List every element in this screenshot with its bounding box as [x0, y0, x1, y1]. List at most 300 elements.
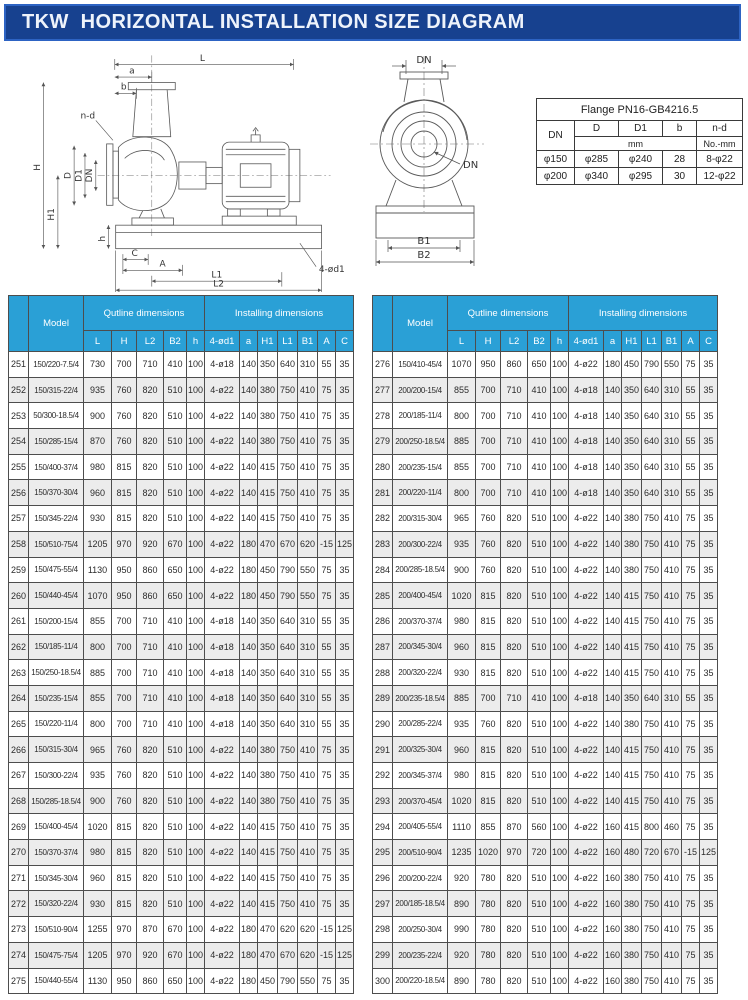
- corner-header-cell: [373, 296, 393, 352]
- table-row: [9, 583, 354, 609]
- dimension-cell: 410: [662, 660, 682, 686]
- dimension-cell: 100: [551, 608, 569, 634]
- dimension-cell: 410: [164, 634, 187, 660]
- dimension-cell: 1130: [84, 557, 112, 583]
- dimension-cell: 640: [642, 429, 662, 455]
- dimension-cell: 140: [604, 660, 622, 686]
- dimension-cell: 4-ø18: [205, 660, 240, 686]
- dimension-cell: 820: [501, 968, 528, 994]
- dimension-cell: 310: [662, 685, 682, 711]
- row-index-cell: 269: [9, 814, 29, 840]
- dimension-cell: 750: [278, 865, 298, 891]
- dimension-cell: 415: [622, 660, 642, 686]
- dimension-cell: 100: [187, 557, 205, 583]
- dimension-cell: 4-ø22: [205, 583, 240, 609]
- dimension-cell: 820: [501, 763, 528, 789]
- dimension-cell: 410: [662, 634, 682, 660]
- dimension-cell: 160: [604, 814, 622, 840]
- dimension-cell: 350: [258, 685, 278, 711]
- dimension-cell: 35: [336, 788, 354, 814]
- model-cell: 150/320-22/4: [29, 891, 84, 917]
- dimension-cell: 800: [84, 711, 112, 737]
- dimension-cell: 510: [528, 531, 551, 557]
- dimension-cell: 670: [164, 917, 187, 943]
- dimension-cell: 350: [622, 377, 642, 403]
- dimension-cell: 510: [528, 942, 551, 968]
- dimension-cell: 35: [700, 634, 718, 660]
- dimension-cell: 410: [164, 608, 187, 634]
- dimension-cell: 750: [278, 763, 298, 789]
- dimension-cell: 815: [476, 583, 501, 609]
- dim-label-DN-side: DN: [463, 160, 479, 171]
- dimension-cell: 100: [551, 583, 569, 609]
- dimension-cell: 700: [112, 660, 137, 686]
- dimension-cell: 100: [187, 968, 205, 994]
- row-index-cell: 256: [9, 480, 29, 506]
- dimension-cell: 410: [662, 968, 682, 994]
- dimension-cell: 410: [298, 454, 318, 480]
- dimension-cell: 35: [336, 480, 354, 506]
- dimension-cell: 4-ø22: [569, 711, 604, 737]
- dimension-cell: 870: [137, 917, 164, 943]
- dimension-cell: 350: [622, 454, 642, 480]
- dimension-cell: 55: [682, 377, 700, 403]
- dimension-cell: 75: [318, 377, 336, 403]
- dimension-cell: 800: [448, 403, 476, 429]
- pump-front-view-drawing: [362, 52, 512, 282]
- column-header: L1: [278, 331, 298, 352]
- dimension-cell: 75: [682, 352, 700, 378]
- dimension-cell: 450: [258, 557, 278, 583]
- dimension-cell: 140: [604, 480, 622, 506]
- dim-label-h: h: [97, 235, 108, 242]
- dimension-cell: 140: [604, 454, 622, 480]
- dimension-cell: 100: [551, 891, 569, 917]
- dimension-cell: 510: [164, 377, 187, 403]
- dimension-cell: 760: [112, 429, 137, 455]
- dimension-cell: 900: [84, 788, 112, 814]
- dimension-cell: 550: [298, 557, 318, 583]
- column-header: B2: [528, 331, 551, 352]
- dimension-cell: 410: [662, 711, 682, 737]
- row-index-cell: 259: [9, 557, 29, 583]
- dimension-cell: 710: [137, 711, 164, 737]
- dimension-cell: 510: [164, 788, 187, 814]
- dimension-cell: 35: [336, 660, 354, 686]
- dimension-cell: 75: [682, 788, 700, 814]
- model-cell: 150/315-22/4: [29, 377, 84, 403]
- dimension-cell: 820: [137, 454, 164, 480]
- dimension-cell: 820: [137, 788, 164, 814]
- dimension-cell: 4-ø22: [569, 634, 604, 660]
- dimension-cell: 140: [604, 608, 622, 634]
- dimension-cell: 75: [318, 583, 336, 609]
- dimension-cell: 470: [258, 942, 278, 968]
- dim-label-DN-top: DN: [416, 55, 432, 66]
- dimension-cell: 510: [528, 583, 551, 609]
- dimension-cell: 410: [662, 583, 682, 609]
- dimension-cell: 750: [642, 660, 662, 686]
- dimension-cell: 965: [84, 737, 112, 763]
- dimension-cell: 920: [137, 942, 164, 968]
- dimension-cell: 100: [187, 942, 205, 968]
- dimension-cell: 415: [622, 788, 642, 814]
- row-index-cell: 284: [373, 557, 393, 583]
- dimension-cell: 410: [164, 660, 187, 686]
- dimension-cell: 4-ø18: [205, 685, 240, 711]
- model-cell: 200/345-30/4: [393, 634, 448, 660]
- dimension-cell: 510: [164, 763, 187, 789]
- dimension-cell: 410: [662, 942, 682, 968]
- column-header: H1: [258, 331, 278, 352]
- dimension-cell: 820: [137, 891, 164, 917]
- model-cell: 150/285-18.5/4: [29, 788, 84, 814]
- dimension-cell: 140: [604, 506, 622, 532]
- dimension-cell: 35: [700, 891, 718, 917]
- dimension-cell: 140: [240, 429, 258, 455]
- dimension-cell: 700: [476, 685, 501, 711]
- pump-side-view-drawing: [12, 50, 362, 292]
- dimension-cell: 310: [662, 454, 682, 480]
- outline-dimensions-header: Qutline dimensions: [448, 296, 569, 331]
- dimension-cell: 750: [642, 917, 662, 943]
- dimension-cell: 820: [137, 763, 164, 789]
- dimension-cell: 410: [298, 763, 318, 789]
- pump-front-view-svg: [362, 52, 512, 282]
- dim-label-D1: D1: [74, 169, 85, 182]
- dimension-cell: 670: [278, 942, 298, 968]
- dimension-cell: 140: [604, 737, 622, 763]
- flange-cell: φ285: [575, 151, 619, 168]
- table-row: [9, 377, 354, 403]
- dimension-cell: 75: [318, 814, 336, 840]
- dimension-cell: 350: [258, 352, 278, 378]
- dimension-cell: 860: [137, 583, 164, 609]
- dimension-cell: 450: [258, 968, 278, 994]
- dimension-cell: 4-ø22: [569, 917, 604, 943]
- dimension-cell: 750: [278, 506, 298, 532]
- dimension-cell: 815: [112, 454, 137, 480]
- dimension-cell: 820: [137, 480, 164, 506]
- dimension-cell: 960: [448, 737, 476, 763]
- dimension-cell: 100: [551, 634, 569, 660]
- dimension-cell: 100: [187, 352, 205, 378]
- dimension-cell: 510: [164, 814, 187, 840]
- column-header: C: [336, 331, 354, 352]
- dimension-cell: 780: [476, 891, 501, 917]
- row-index-cell: 275: [9, 968, 29, 994]
- table-row: [373, 608, 718, 634]
- dimension-cell: 410: [164, 711, 187, 737]
- dimension-cell: 700: [112, 634, 137, 660]
- table-row: [9, 557, 354, 583]
- dimension-cell: 75: [318, 865, 336, 891]
- page-title: TKW HORIZONTAL INSTALLATION SIZE DIAGRAM: [22, 11, 525, 33]
- column-header: L2: [137, 331, 164, 352]
- column-header: L2: [501, 331, 528, 352]
- dimension-cell: 640: [642, 454, 662, 480]
- table-row: [9, 788, 354, 814]
- dimension-cell: 4-ø22: [205, 942, 240, 968]
- dimension-cell: 510: [528, 788, 551, 814]
- dimension-cell: 750: [278, 480, 298, 506]
- dimension-cell: 410: [298, 737, 318, 763]
- dimension-cell: 980: [448, 608, 476, 634]
- dimension-cell: 560: [528, 814, 551, 840]
- model-cell: 200/235-15/4: [393, 454, 448, 480]
- dimension-cell: 410: [298, 788, 318, 814]
- row-index-cell: 289: [373, 685, 393, 711]
- dimension-cell: 4-ø22: [569, 660, 604, 686]
- dimension-cell: 1255: [84, 917, 112, 943]
- model-cell: 150/185-11/4: [29, 634, 84, 660]
- row-index-cell: 288: [373, 660, 393, 686]
- dimension-cell: 1130: [84, 968, 112, 994]
- dimension-cell: 410: [298, 429, 318, 455]
- dimension-cell: 35: [336, 840, 354, 866]
- dimension-cell: 415: [622, 737, 642, 763]
- table-row: [373, 454, 718, 480]
- dimension-cell: 100: [187, 763, 205, 789]
- table-row: [373, 352, 718, 378]
- table-row: [9, 634, 354, 660]
- dimension-cell: 710: [501, 480, 528, 506]
- dimension-cell: 730: [84, 352, 112, 378]
- dimension-cell: 670: [278, 531, 298, 557]
- dimension-cell: 75: [318, 429, 336, 455]
- outline-dimensions-header: Qutline dimensions: [84, 296, 205, 331]
- dimension-cell: 75: [682, 891, 700, 917]
- dimension-cell: 350: [258, 660, 278, 686]
- dimension-cell: 100: [187, 377, 205, 403]
- table-row: [9, 968, 354, 994]
- model-cell: 150/315-30/4: [29, 737, 84, 763]
- dimension-cell: 700: [112, 711, 137, 737]
- dimension-cell: 790: [642, 352, 662, 378]
- model-column-header: Model: [29, 296, 84, 352]
- dimension-cell: 100: [551, 352, 569, 378]
- dimension-cell: 35: [336, 557, 354, 583]
- flange-col-d: D: [575, 121, 619, 137]
- dimension-cell: 410: [662, 865, 682, 891]
- pump-side-view-svg: [12, 50, 362, 292]
- dimension-cell: 380: [258, 737, 278, 763]
- dimension-cell: 55: [318, 352, 336, 378]
- dimension-cell: 4-ø22: [569, 814, 604, 840]
- dimension-cell: 380: [258, 763, 278, 789]
- dimension-cell: 410: [662, 788, 682, 814]
- model-cell: 150/400-37/4: [29, 454, 84, 480]
- dimension-cell: 35: [700, 917, 718, 943]
- dimension-cell: 820: [501, 891, 528, 917]
- dimension-cell: 750: [278, 788, 298, 814]
- dimension-cell: 1070: [84, 583, 112, 609]
- dimension-cell: 920: [137, 531, 164, 557]
- dimension-cell: 410: [662, 763, 682, 789]
- dimension-cell: 750: [278, 840, 298, 866]
- dimension-cell: 1020: [448, 583, 476, 609]
- dimension-cell: 35: [336, 737, 354, 763]
- dimension-cell: 920: [448, 942, 476, 968]
- table-row: [9, 865, 354, 891]
- dimension-cell: 75: [318, 840, 336, 866]
- dimension-cell: 100: [187, 865, 205, 891]
- table-row: [373, 711, 718, 737]
- dimension-cell: 415: [258, 865, 278, 891]
- dimension-cell: 750: [642, 942, 662, 968]
- dimension-cell: 380: [622, 917, 642, 943]
- dimension-cell: 760: [112, 763, 137, 789]
- dimension-cell: 550: [298, 583, 318, 609]
- dimension-cell: 410: [298, 377, 318, 403]
- dimension-cell: 1020: [84, 814, 112, 840]
- dimension-cell: 410: [528, 429, 551, 455]
- dimension-cell: 750: [642, 968, 662, 994]
- dimension-cell: 930: [84, 891, 112, 917]
- dimension-cell: 75: [318, 403, 336, 429]
- dimension-cell: 930: [448, 660, 476, 686]
- model-cell: 150/370-30/4: [29, 480, 84, 506]
- dimension-cell: 35: [336, 814, 354, 840]
- dimension-cell: 620: [298, 917, 318, 943]
- dimension-cell: 980: [448, 763, 476, 789]
- table-row: [9, 660, 354, 686]
- flange-cell: φ340: [575, 168, 619, 185]
- dimension-cell: 410: [662, 917, 682, 943]
- table-row: [9, 711, 354, 737]
- dimension-cell: 415: [622, 583, 642, 609]
- model-cell: 150/285-15/4: [29, 429, 84, 455]
- dimension-cell: 870: [501, 814, 528, 840]
- model-cell: 200/220-11/4: [393, 480, 448, 506]
- dimension-cell: 100: [187, 660, 205, 686]
- dimension-cell: 310: [662, 480, 682, 506]
- dimension-cell: 750: [642, 531, 662, 557]
- row-index-cell: 265: [9, 711, 29, 737]
- dimension-cell: 790: [278, 583, 298, 609]
- dimension-cell: 160: [604, 917, 622, 943]
- model-cell: 200/315-30/4: [393, 506, 448, 532]
- dimension-cell: 750: [278, 429, 298, 455]
- dimension-cell: 820: [501, 608, 528, 634]
- dimension-cell: 710: [501, 429, 528, 455]
- dimension-cell: 720: [642, 840, 662, 866]
- dimension-cell: 140: [240, 403, 258, 429]
- row-index-cell: 296: [373, 865, 393, 891]
- row-index-cell: 286: [373, 608, 393, 634]
- dimension-cell: 140: [240, 737, 258, 763]
- dimension-cell: 100: [187, 840, 205, 866]
- dimension-cell: 35: [700, 480, 718, 506]
- model-cell: 200/250-18.5/4: [393, 429, 448, 455]
- dimension-cell: 950: [112, 583, 137, 609]
- dimension-cell: 900: [84, 403, 112, 429]
- dimension-cell: 310: [298, 634, 318, 660]
- dimension-cell: 415: [258, 480, 278, 506]
- dimension-cell: 855: [84, 685, 112, 711]
- dimension-cell: 4-ø18: [569, 454, 604, 480]
- dimension-cell: 820: [501, 506, 528, 532]
- column-header: B1: [662, 331, 682, 352]
- model-cell: 200/370-45/4: [393, 788, 448, 814]
- dimension-cell: 4-ø22: [569, 968, 604, 994]
- dimension-cell: 35: [336, 506, 354, 532]
- dimension-cell: 410: [298, 865, 318, 891]
- dimension-cell: 780: [476, 968, 501, 994]
- column-header: 4-ød1: [205, 331, 240, 352]
- column-header: H: [112, 331, 137, 352]
- dimension-cell: 950: [112, 968, 137, 994]
- dimension-cell: 820: [137, 737, 164, 763]
- dimension-cell: 510: [164, 403, 187, 429]
- dimension-cell: 510: [164, 840, 187, 866]
- dimension-cell: 380: [258, 377, 278, 403]
- column-header: L: [448, 331, 476, 352]
- dimension-cell: 820: [137, 814, 164, 840]
- table-row: [373, 917, 718, 943]
- column-header: B1: [298, 331, 318, 352]
- dimension-cell: 140: [240, 506, 258, 532]
- model-cell: 150/200-15/4: [29, 608, 84, 634]
- dimension-cell: 55: [682, 480, 700, 506]
- dimension-cell: 4-ø22: [205, 891, 240, 917]
- dimension-cell: 510: [528, 737, 551, 763]
- dimension-cell: 35: [700, 711, 718, 737]
- dimension-cell: 410: [298, 814, 318, 840]
- dimension-cell: 35: [700, 865, 718, 891]
- table-row: [537, 168, 743, 185]
- dim-label-A: A: [159, 259, 166, 270]
- model-cell: 150/475-55/4: [29, 557, 84, 583]
- dim-label-n-d: n-d: [80, 111, 96, 122]
- dimension-cell: 35: [336, 429, 354, 455]
- dimension-cell: 410: [662, 531, 682, 557]
- dimension-cell: 75: [682, 557, 700, 583]
- dimension-cell: 310: [662, 429, 682, 455]
- dimension-cell: 410: [164, 685, 187, 711]
- dimension-cell: 100: [551, 531, 569, 557]
- dimension-cell: 140: [604, 711, 622, 737]
- dimension-cell: 310: [298, 352, 318, 378]
- row-index-cell: 291: [373, 737, 393, 763]
- dimension-cell: 100: [551, 480, 569, 506]
- model-cell: 200/185-11/4: [393, 403, 448, 429]
- dimension-cell: 75: [318, 454, 336, 480]
- dimension-cell: 820: [501, 531, 528, 557]
- dimension-cell: 470: [258, 917, 278, 943]
- row-index-cell: 260: [9, 583, 29, 609]
- dimension-cell: 35: [336, 891, 354, 917]
- row-index-cell: 273: [9, 917, 29, 943]
- dimension-cell: 35: [700, 454, 718, 480]
- dimension-cell: 4-ø22: [205, 917, 240, 943]
- dimension-cell: 935: [84, 763, 112, 789]
- dimension-cell: 75: [682, 660, 700, 686]
- dimension-cell: 55: [682, 403, 700, 429]
- dimension-cell: 640: [278, 711, 298, 737]
- model-cell: 150/345-22/4: [29, 506, 84, 532]
- dimension-cell: 35: [700, 763, 718, 789]
- dimension-cell: 35: [700, 377, 718, 403]
- dimension-cell: 140: [604, 531, 622, 557]
- dim-label-b: b: [120, 82, 127, 93]
- dimension-cell: 4-ø22: [205, 865, 240, 891]
- dimension-cell: 35: [700, 814, 718, 840]
- dimension-cell: 35: [700, 608, 718, 634]
- dimension-cell: 55: [318, 608, 336, 634]
- column-header: H1: [622, 331, 642, 352]
- dimension-cell: 415: [258, 506, 278, 532]
